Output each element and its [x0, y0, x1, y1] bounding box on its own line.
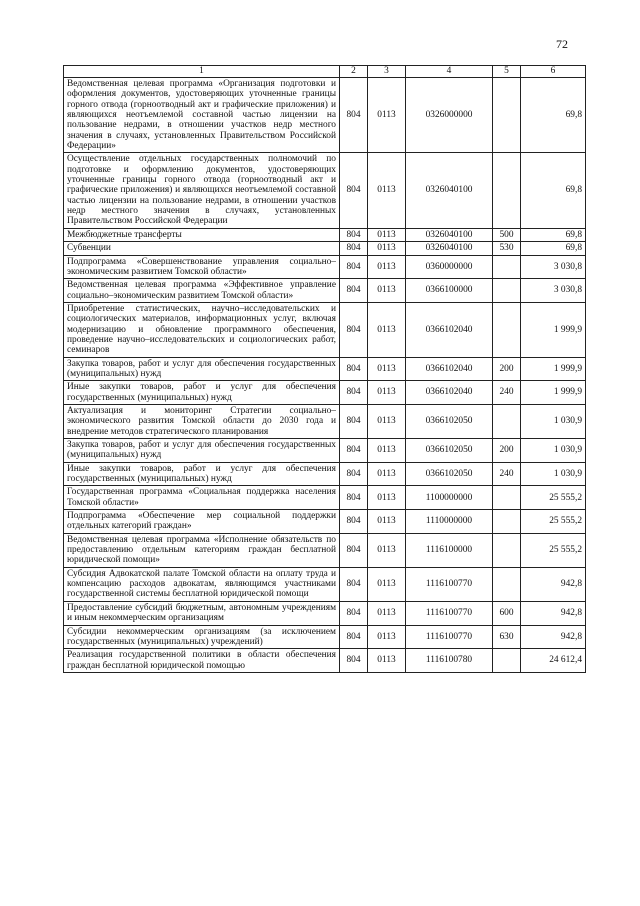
- row-code-cell: 804: [340, 357, 368, 381]
- row-name-cell: Иные закупки товаров, работ и услуг для обеспечения государственных (муниципальных) нужд: [64, 462, 340, 486]
- row-target-cell: 0366100000: [406, 279, 493, 303]
- row-code-cell: 804: [340, 649, 368, 673]
- row-kind-cell: [493, 153, 521, 228]
- row-section-cell: 0113: [368, 228, 406, 241]
- row-target-cell: 0366102050: [406, 404, 493, 438]
- row-kind-cell: [493, 486, 521, 510]
- page-number: 72: [556, 37, 568, 51]
- row-amount-cell: 69,8: [521, 153, 586, 228]
- table-row: [64, 279, 586, 303]
- row-amount-cell: 69,8: [521, 78, 586, 153]
- row-section-cell: 0113: [368, 78, 406, 153]
- header-cell: 4: [406, 66, 493, 78]
- row-name-cell: Субсидия Адвокатской палате Томской области на оплату труда и компенсацию расходов адвокатам, являющимся участниками государственной системы бесплатной юридической помощи: [64, 567, 340, 601]
- row-section-cell: 0113: [368, 153, 406, 228]
- row-target-cell: 0366102050: [406, 462, 493, 486]
- row-amount-cell: 942,8: [521, 601, 586, 625]
- row-code-cell: 804: [340, 242, 368, 255]
- row-kind-cell: 200: [493, 357, 521, 381]
- row-amount-cell: 1 999,9: [521, 381, 586, 405]
- row-target-cell: 1116100780: [406, 649, 493, 673]
- row-kind-cell: [493, 302, 521, 357]
- row-amount-cell: 1 030,9: [521, 439, 586, 463]
- row-code-cell: 804: [340, 78, 368, 153]
- row-kind-cell: [493, 649, 521, 673]
- row-name-cell: Актуализация и мониторинг Стратегии социально–экономического развития Томской области до 2030 года и внедрение методов стратегического планирования: [64, 404, 340, 438]
- row-amount-cell: 25 555,2: [521, 510, 586, 534]
- row-target-cell: 0366102040: [406, 357, 493, 381]
- row-amount-cell: 1 999,9: [521, 357, 586, 381]
- row-name-cell: Государственная программа «Социальная поддержка населения Томской области»: [64, 486, 340, 510]
- row-code-cell: 804: [340, 404, 368, 438]
- table-row: [64, 242, 586, 255]
- row-name-cell: Закупка товаров, работ и услуг для обеспечения государственных (муниципальных) нужд: [64, 439, 340, 463]
- row-target-cell: 0326040100: [406, 228, 493, 241]
- row-name-cell: Иные закупки товаров, работ и услуг для обеспечения государственных (муниципальных) нужд: [64, 381, 340, 405]
- row-target-cell: 0366102050: [406, 439, 493, 463]
- row-code-cell: 804: [340, 255, 368, 279]
- budget-table: [63, 65, 586, 673]
- header-row: [64, 66, 586, 78]
- row-target-cell: 0366102040: [406, 381, 493, 405]
- row-section-cell: 0113: [368, 404, 406, 438]
- row-kind-cell: 530: [493, 242, 521, 255]
- header-cell: 3: [368, 66, 406, 78]
- row-name-cell: Субвенции: [64, 242, 340, 255]
- table-row: [64, 649, 586, 673]
- row-section-cell: 0113: [368, 242, 406, 255]
- row-code-cell: 804: [340, 228, 368, 241]
- table-row: [64, 486, 586, 510]
- row-name-cell: Подпрограмма «Обеспечение мер социальной поддержки отдельных категорий граждан»: [64, 510, 340, 534]
- table-row: [64, 439, 586, 463]
- header-cell: 6: [521, 66, 586, 78]
- table-row: [64, 302, 586, 357]
- row-kind-cell: 200: [493, 439, 521, 463]
- row-target-cell: 1100000000: [406, 486, 493, 510]
- table-row: [64, 404, 586, 438]
- row-target-cell: 1116100770: [406, 625, 493, 649]
- row-kind-cell: 500: [493, 228, 521, 241]
- row-section-cell: 0113: [368, 462, 406, 486]
- row-name-cell: Приобретение статистических, научно–исследовательских и социологических материалов, информационных услуг, включая модернизацию и обновление программного обеспечения, проведение научно–исследовательских и социологических работ, семинаров: [64, 302, 340, 357]
- row-target-cell: 0326040100: [406, 242, 493, 255]
- row-section-cell: 0113: [368, 302, 406, 357]
- row-target-cell: 1116100770: [406, 567, 493, 601]
- row-section-cell: 0113: [368, 439, 406, 463]
- row-kind-cell: 240: [493, 381, 521, 405]
- row-name-cell: Подпрограмма «Совершенствование управления социально–экономическим развитием Томской области»: [64, 255, 340, 279]
- row-code-cell: 804: [340, 625, 368, 649]
- header-cell: 1: [64, 66, 340, 78]
- row-code-cell: 804: [340, 462, 368, 486]
- row-code-cell: 804: [340, 439, 368, 463]
- row-kind-cell: [493, 255, 521, 279]
- row-amount-cell: 25 555,2: [521, 533, 586, 567]
- row-target-cell: 0360000000: [406, 255, 493, 279]
- row-target-cell: 1116100000: [406, 533, 493, 567]
- row-target-cell: 1116100770: [406, 601, 493, 625]
- row-amount-cell: 3 030,8: [521, 255, 586, 279]
- row-section-cell: 0113: [368, 601, 406, 625]
- row-kind-cell: 600: [493, 601, 521, 625]
- row-code-cell: 804: [340, 279, 368, 303]
- row-amount-cell: 24 612,4: [521, 649, 586, 673]
- row-name-cell: Ведомственная целевая программа «Эффективное управление социально–экономическим развитием Томской области»: [64, 279, 340, 303]
- header-cell: 2: [340, 66, 368, 78]
- row-target-cell: 0366102040: [406, 302, 493, 357]
- table-row: [64, 78, 586, 153]
- table-row: [64, 462, 586, 486]
- table-row: [64, 601, 586, 625]
- row-kind-cell: [493, 533, 521, 567]
- row-section-cell: 0113: [368, 510, 406, 534]
- row-code-cell: 804: [340, 601, 368, 625]
- row-name-cell: Межбюджетные трансферты: [64, 228, 340, 241]
- row-name-cell: Осуществление отдельных государственных полномочий по подготовке и оформлению документов, удостоверяющих уточненные границы горного отвода (горноотводный акт и графические приложения) и являющихся неотъемлемой составной частью лицензии на пользование недрами, в отношении участков недр местного значения в случаях, установленных Правительством Российской Федерации: [64, 153, 340, 228]
- row-amount-cell: 942,8: [521, 625, 586, 649]
- table-row: [64, 228, 586, 241]
- row-code-cell: 804: [340, 486, 368, 510]
- row-kind-cell: [493, 510, 521, 534]
- header-cell: 5: [493, 66, 521, 78]
- row-code-cell: 804: [340, 153, 368, 228]
- row-amount-cell: 1 999,9: [521, 302, 586, 357]
- row-amount-cell: 942,8: [521, 567, 586, 601]
- row-name-cell: Субсидии некоммерческим организациям (за исключением государственных (муниципальных) учреждений): [64, 625, 340, 649]
- row-code-cell: 804: [340, 510, 368, 534]
- row-kind-cell: 240: [493, 462, 521, 486]
- row-amount-cell: 3 030,8: [521, 279, 586, 303]
- row-code-cell: 804: [340, 302, 368, 357]
- row-target-cell: 0326040100: [406, 153, 493, 228]
- row-kind-cell: [493, 404, 521, 438]
- table-row: [64, 381, 586, 405]
- row-section-cell: 0113: [368, 567, 406, 601]
- row-target-cell: 0326000000: [406, 78, 493, 153]
- row-kind-cell: [493, 78, 521, 153]
- table-row: [64, 533, 586, 567]
- row-amount-cell: 1 030,9: [521, 404, 586, 438]
- row-section-cell: 0113: [368, 625, 406, 649]
- row-amount-cell: 1 030,9: [521, 462, 586, 486]
- row-amount-cell: 69,8: [521, 228, 586, 241]
- row-kind-cell: [493, 279, 521, 303]
- row-section-cell: 0113: [368, 381, 406, 405]
- row-name-cell: Реализация государственной политики в области обеспечения граждан бесплатной юридической помощью: [64, 649, 340, 673]
- row-code-cell: 804: [340, 533, 368, 567]
- row-section-cell: 0113: [368, 279, 406, 303]
- row-section-cell: 0113: [368, 486, 406, 510]
- table-row: [64, 357, 586, 381]
- row-kind-cell: 630: [493, 625, 521, 649]
- row-section-cell: 0113: [368, 357, 406, 381]
- row-name-cell: Ведомственная целевая программа «Исполнение обязательств по предоставлению отдельным категориям граждан бесплатной юридической помощи»: [64, 533, 340, 567]
- row-kind-cell: [493, 567, 521, 601]
- row-name-cell: Закупка товаров, работ и услуг для обеспечения государственных (муниципальных) нужд: [64, 357, 340, 381]
- row-name-cell: Предоставление субсидий бюджетным, автономным учреждениям и иным некоммерческим организациям: [64, 601, 340, 625]
- table-row: [64, 153, 586, 228]
- row-amount-cell: 25 555,2: [521, 486, 586, 510]
- row-code-cell: 804: [340, 381, 368, 405]
- table-row: [64, 510, 586, 534]
- table-row: [64, 625, 586, 649]
- row-section-cell: 0113: [368, 533, 406, 567]
- row-section-cell: 0113: [368, 649, 406, 673]
- row-name-cell: Ведомственная целевая программа «Организация подготовки и оформления документов, удостоверяющих уточненные границы горного отвода (горноотводный акт и графические приложения) и являющихся неотъемлемой составной частью лицензии на пользование недрами, в отношении участков недр местного значения в случаях, установленных Правительством Российской Федерации»: [64, 78, 340, 153]
- row-amount-cell: 69,8: [521, 242, 586, 255]
- table-row: [64, 567, 586, 601]
- row-section-cell: 0113: [368, 255, 406, 279]
- row-code-cell: 804: [340, 567, 368, 601]
- row-target-cell: 1110000000: [406, 510, 493, 534]
- table-row: [64, 255, 586, 279]
